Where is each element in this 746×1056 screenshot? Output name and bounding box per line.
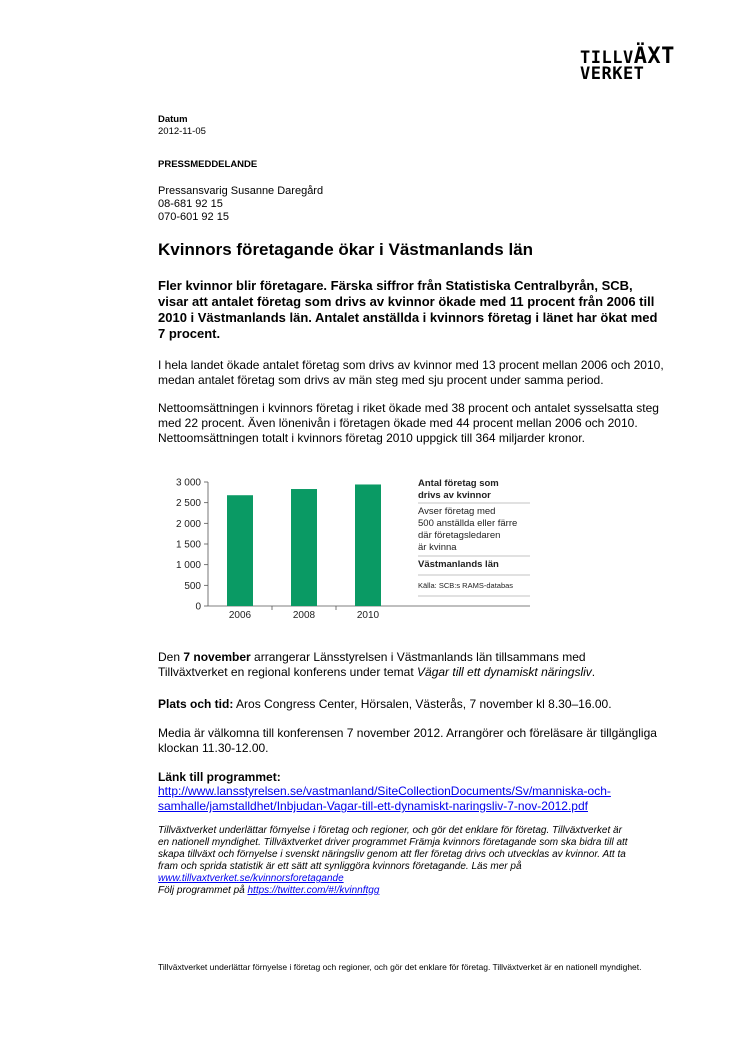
tillvaxtverket-logo (580, 46, 690, 83)
y-tick-label: 500 (184, 580, 201, 592)
y-tick-label: 1 500 (175, 539, 201, 551)
bar-2010 (355, 484, 381, 606)
y-tick-label: 2 000 (175, 518, 201, 530)
paragraph-2: Nettoomsättningen i kvinnors företag i riket ökade med 38 procent och antalet sysselsatta steg med 22 procent. Även lönenivån i företagen ökade med 44 procent mellan 2006 och 2010. Nettoomsättningen totalt i kvinnors företag 2010 uppgick till 364 miljarder kronor. (158, 401, 659, 445)
y-tick-label: 1 000 (175, 560, 201, 572)
contact-phone-1: 08-681 92 15 (158, 198, 223, 210)
legend-legend-note-3: där företagsledaren (418, 530, 501, 541)
logo-text-2: VERKET (580, 64, 645, 84)
date-value: 2012-11-05 (158, 126, 206, 137)
contact-phone-2: 070-601 92 15 (158, 211, 229, 223)
y-tick-label: 0 (195, 601, 201, 613)
bar-2008 (291, 489, 317, 606)
program-link-line-2: samhalle/jamstalldhet/Inbjudan-Vagar-till-ett-dynamiskt-naringsliv-7-nov-2012.pdf (158, 799, 588, 813)
x-tick-label: 2008 (292, 610, 316, 620)
date-label: Datum (158, 114, 188, 125)
legend-legend-title-1: Antal företag som (418, 478, 499, 489)
contact-block (158, 185, 323, 224)
event-theme: Vägar till ett dynamiskt näringsliv (417, 665, 592, 679)
legend-legend-note-2: 500 anställda eller färre (418, 518, 518, 529)
program-link-block (158, 784, 678, 814)
y-tick-label: 2 500 (175, 498, 201, 510)
bar-chart (168, 470, 538, 620)
page-title: Kvinnors företagande ökar i Västmanlands län (158, 240, 534, 259)
event-date: 7 november (183, 650, 251, 664)
x-tick-label: 2006 (228, 610, 252, 620)
legend-legend-title-2: drivs av kvinnor (418, 490, 491, 501)
logo-text-1b: ÄXT (633, 44, 675, 69)
legend-legend-source: Källa: SCB:s RAMS-databas (418, 581, 514, 590)
legend-legend-note-4: är kvinna (418, 542, 457, 553)
paragraph-1: I hela landet ökade antalet företag som drivs av kvinnor med 13 procent mellan 2006 och 2010, medan antalet företag som drivs av män steg med sju procent under samma period. (158, 358, 664, 387)
logo-text-1a: TILLV (580, 48, 634, 68)
legend-legend-region: Västmanlands län (418, 559, 499, 570)
media-paragraph: Media är välkomna till konferensen 7 november 2012. Arrangörer och föreläsare är tillgängliga klockan 11.30-12.00. (158, 726, 657, 755)
follow-link[interactable]: https://twitter.com/#!/kvinnftgg (247, 885, 380, 896)
program-link-line-1: http://www.lansstyrelsen.se/vastmanland/SiteCollectionDocuments/Sv/manniska-och- (158, 784, 611, 798)
legend-legend-note-1: Avser företag med (418, 506, 496, 517)
event-paragraph (158, 650, 658, 680)
contact-name: Pressansvarig Susanne Daregård (158, 185, 324, 197)
program-link[interactable] (158, 784, 611, 813)
chart-svg (168, 470, 538, 620)
footer-text: Tillväxtverket underlättar förnyelse i företag och regioner, och gör det enklare för företag. Tillväxtverket är en nationell myndighet. (158, 962, 642, 972)
lead-paragraph: Fler kvinnor blir företagare. Färska siffror från Statistiska Centralbyrån, SCB, visar att antalet företag som drivs av kvinnor ökade med 11 procent från 2006 till 2010 i Västmanlands län. Antalet anställda i kvinnors företag i länet har ökat med 7 procent. (158, 278, 658, 341)
event-text-end: . (591, 665, 596, 679)
y-tick-label: 3 000 (175, 477, 201, 489)
about-paragraph (158, 825, 628, 897)
program-label: Länk till programmet: (158, 770, 281, 784)
follow-text: Följ programmet på (158, 885, 248, 896)
bar-2006 (227, 495, 253, 606)
place-paragraph (158, 697, 678, 712)
place-value: Aros Congress Center, Hörsalen, Västerås, 7 november kl 8.30–16.00. (233, 697, 612, 711)
event-text-mid: arrangerar Länsstyrelsen i Västmanlands län tillsammans med Tillväxtverket en regional konferens under temat (158, 650, 586, 679)
place-label: Plats och tid: (158, 697, 234, 711)
press-release-label: PRESSMEDDELANDE (158, 159, 258, 170)
about-text: Tillväxtverket underlättar förnyelse i företag och regioner, och gör det enklare för företag. Tillväxtverket är en nationell myndighet. Tillväxtverket driver programmet Främja kvinnors företagande som ska bidra till att skapa tillväxt och förnyelse i svenskt näringsliv genom att fler företag drivs och utvecklas av kvinnor. Att ta fram och sprida statistik är ett sätt att synliggöra kvinnors företagande. Läs mer på (158, 825, 628, 872)
x-tick-label: 2010 (356, 610, 380, 620)
event-text-pre: Den (158, 650, 184, 664)
about-link[interactable]: www.tillvaxtverket.se/kvinnorsforetagande (158, 873, 344, 884)
